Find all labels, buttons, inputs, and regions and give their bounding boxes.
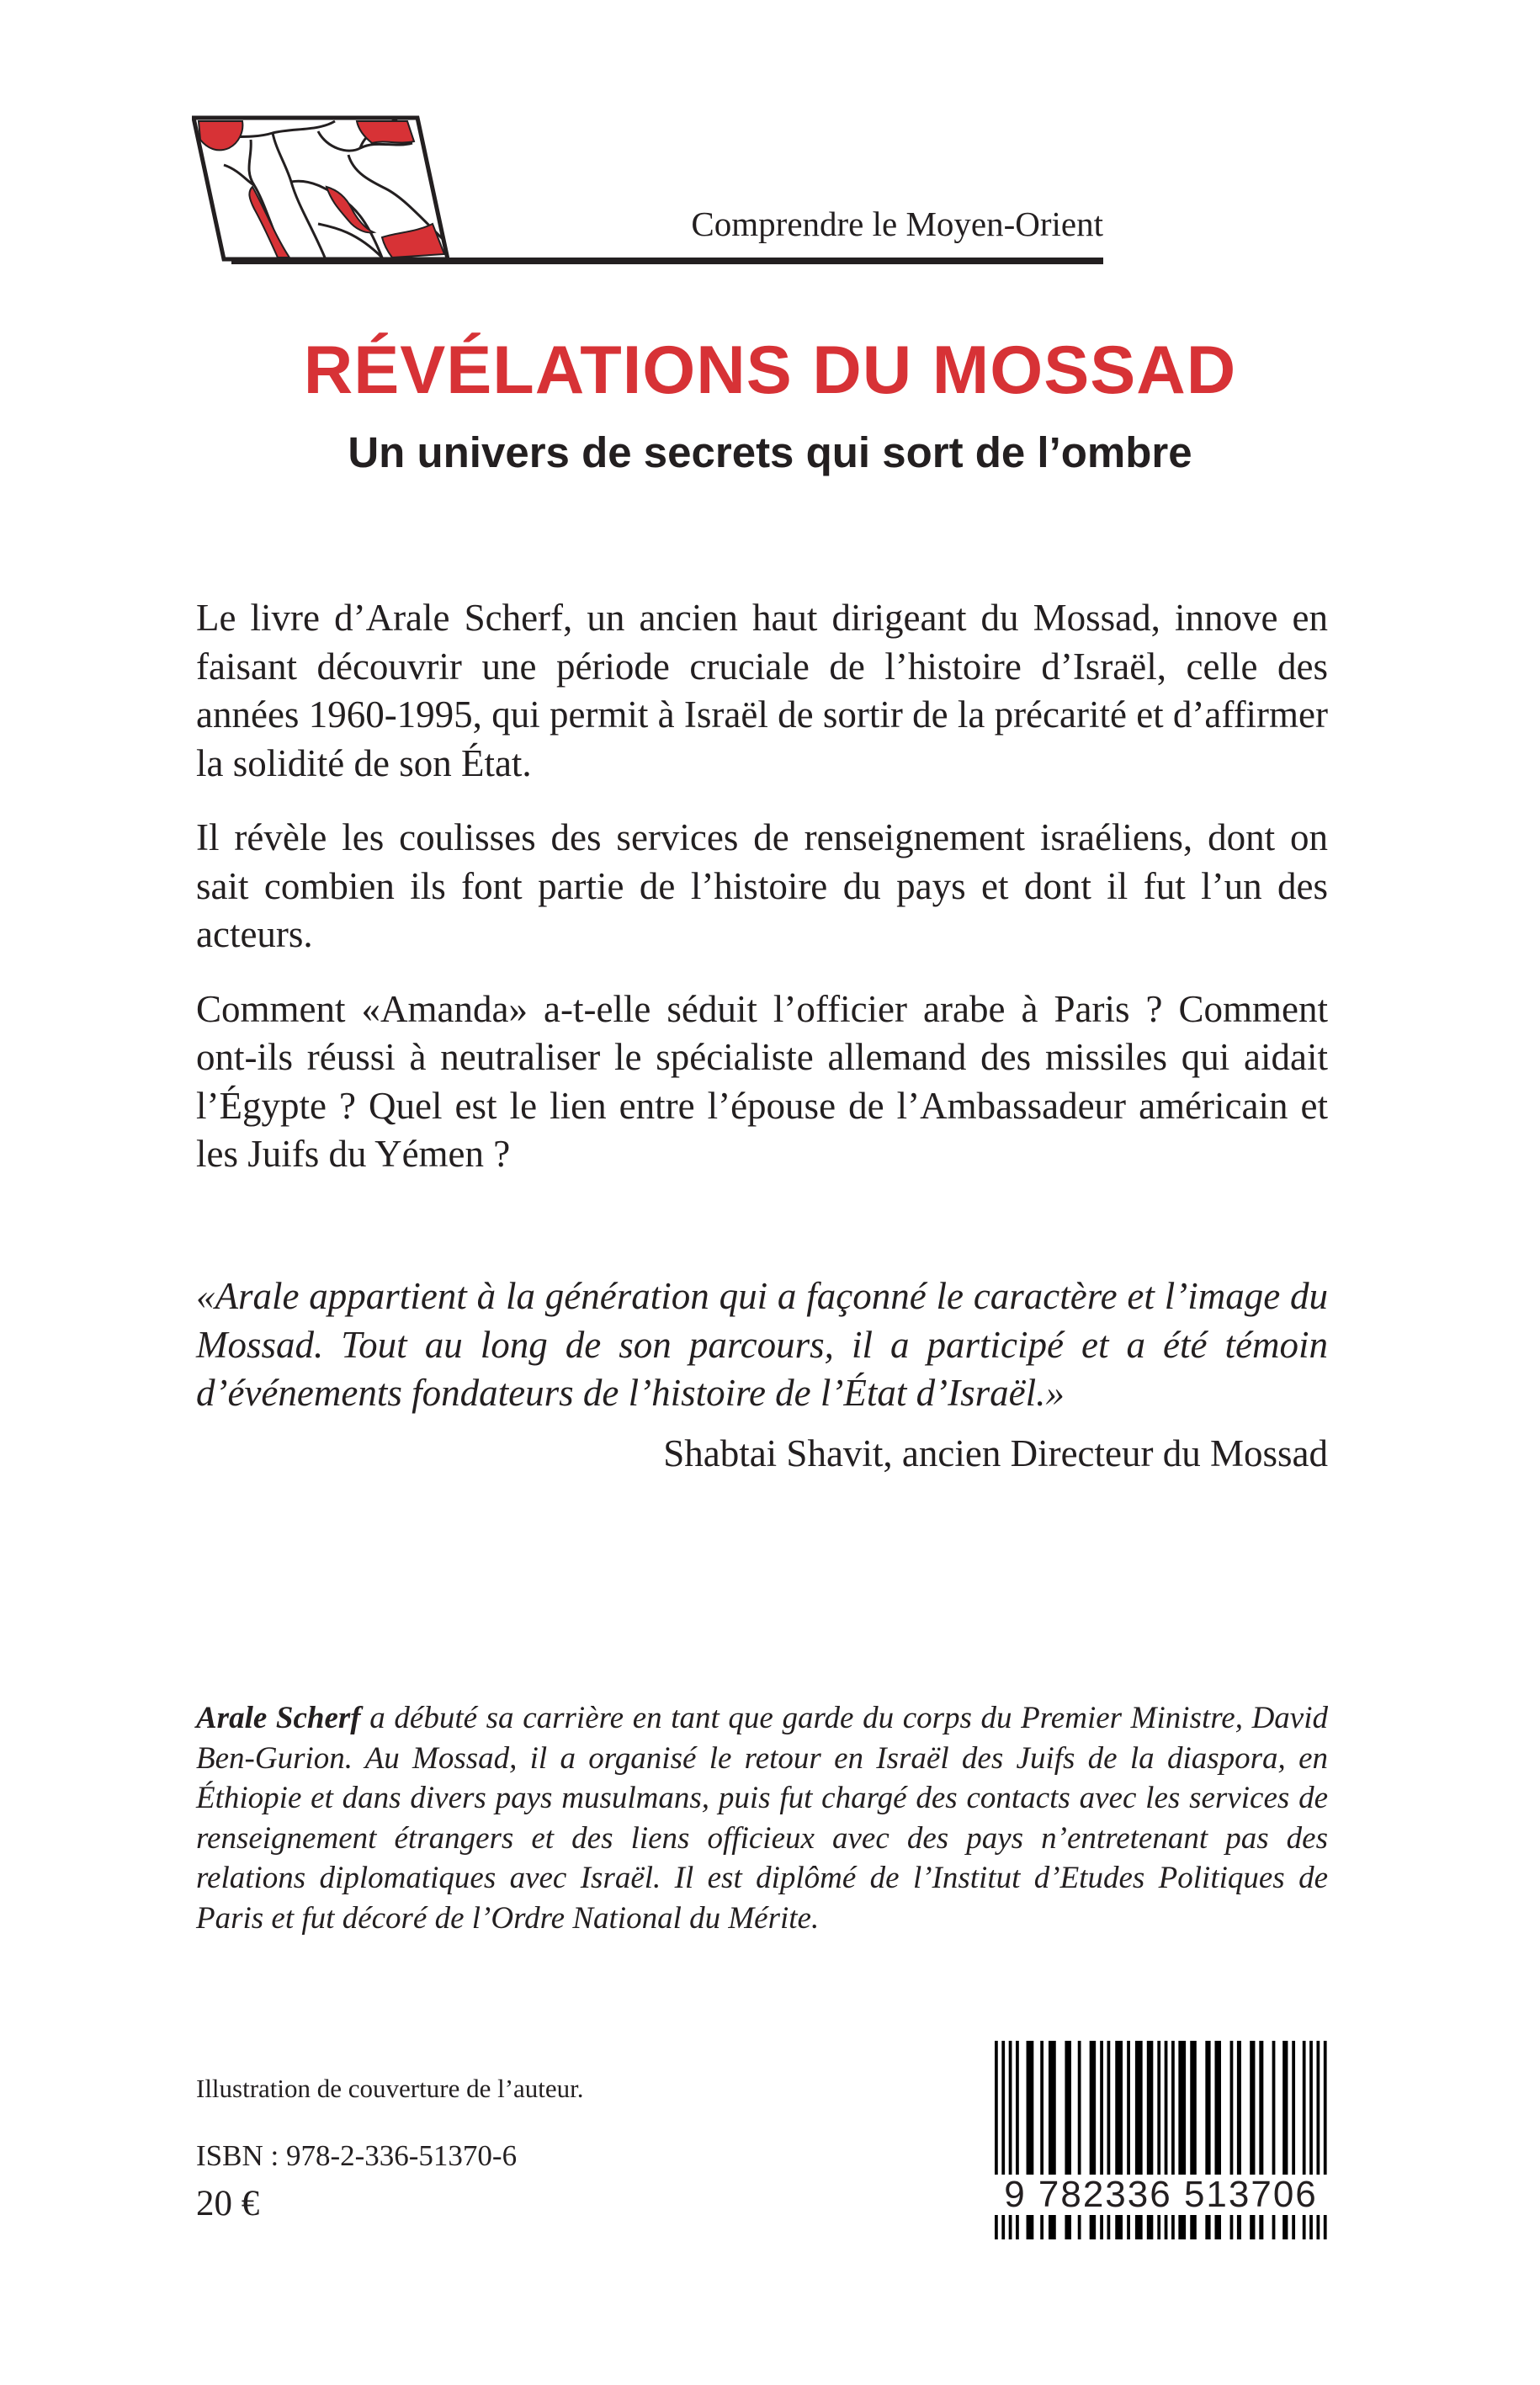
middle-east-map-icon bbox=[192, 114, 449, 263]
endorsement-quote bbox=[196, 1272, 1328, 1478]
series-divider bbox=[231, 258, 1103, 264]
blurb bbox=[196, 594, 1328, 1205]
author-bio-text: a débuté sa carrière en tant que garde du corps du Premier Ministre, David Ben-Gurion. Au Mossad, il a organisé le retour en Israël des Juifs de la diaspora, en Éthiopie et dans divers pays musulmans, puis fut chargé des contacts avec les services de renseignement étrangers et des liens officieux avec des pays n’entretenant pas des relations diplomatiques avec Israël. Il est diplômé de l’Institut d’Etudes Politiques de Paris et fut décoré de l’Ordre National du Mérite. bbox=[196, 1701, 1328, 1936]
blurb-paragraph: Comment «Amanda» a-t-elle séduit l’officier arabe à Paris ? Comment ont-ils réussi à neutraliser le spécialiste allemand des missiles qui aidait l’Égypte ? Quel est le lien entre l’épouse de l’Ambassadeur américain et les Juifs du Yémen ? bbox=[196, 987, 1328, 1175]
quote-attribution: Shabtai Shavit, ancien Directeur du Mossad bbox=[663, 1432, 1328, 1474]
barcode-digits: 9 782336 513706 bbox=[990, 2175, 1331, 2215]
blurb-paragraph: Le livre d’Arale Scherf, un ancien haut dirigeant du Mossad, innove en faisant découvrir une période cruciale de l’histoire d’Israël, celle des années 1960-1995, qui permit à Israël de sortir de la précarité et d’affirmer la solidité de son État. bbox=[196, 597, 1328, 784]
series-name: Comprendre le Moyen-Orient bbox=[691, 205, 1103, 243]
author-name: Arale Scherf bbox=[196, 1701, 361, 1735]
book-subtitle: Un univers de secrets qui sort de l’ombre bbox=[348, 428, 1192, 476]
barcode-icon bbox=[990, 2041, 1331, 2246]
illustration-credit: Illustration de couverture de l’auteur. bbox=[196, 2074, 584, 2103]
blurb-paragraph: Il révèle les coulisses des services de renseignement israéliens, dont on sait combien ils font partie de l’histoire du pays et dont il fut l’un des acteurs. bbox=[196, 816, 1328, 955]
author-bio bbox=[196, 1698, 1328, 1938]
quote-text: «Arale appartient à la génération qui a façonné le caractère et l’image du Mossad. Tout au long de son parcours, il a participé et a été témoin d’événements fondateurs de l’histoire de l’État d’Israël.» bbox=[196, 1275, 1328, 1414]
price: 20 € bbox=[196, 2184, 260, 2223]
isbn: ISBN : 978-2-336-51370-6 bbox=[196, 2139, 518, 2172]
book-title: RÉVÉLATIONS DU MOSSAD bbox=[303, 332, 1237, 408]
